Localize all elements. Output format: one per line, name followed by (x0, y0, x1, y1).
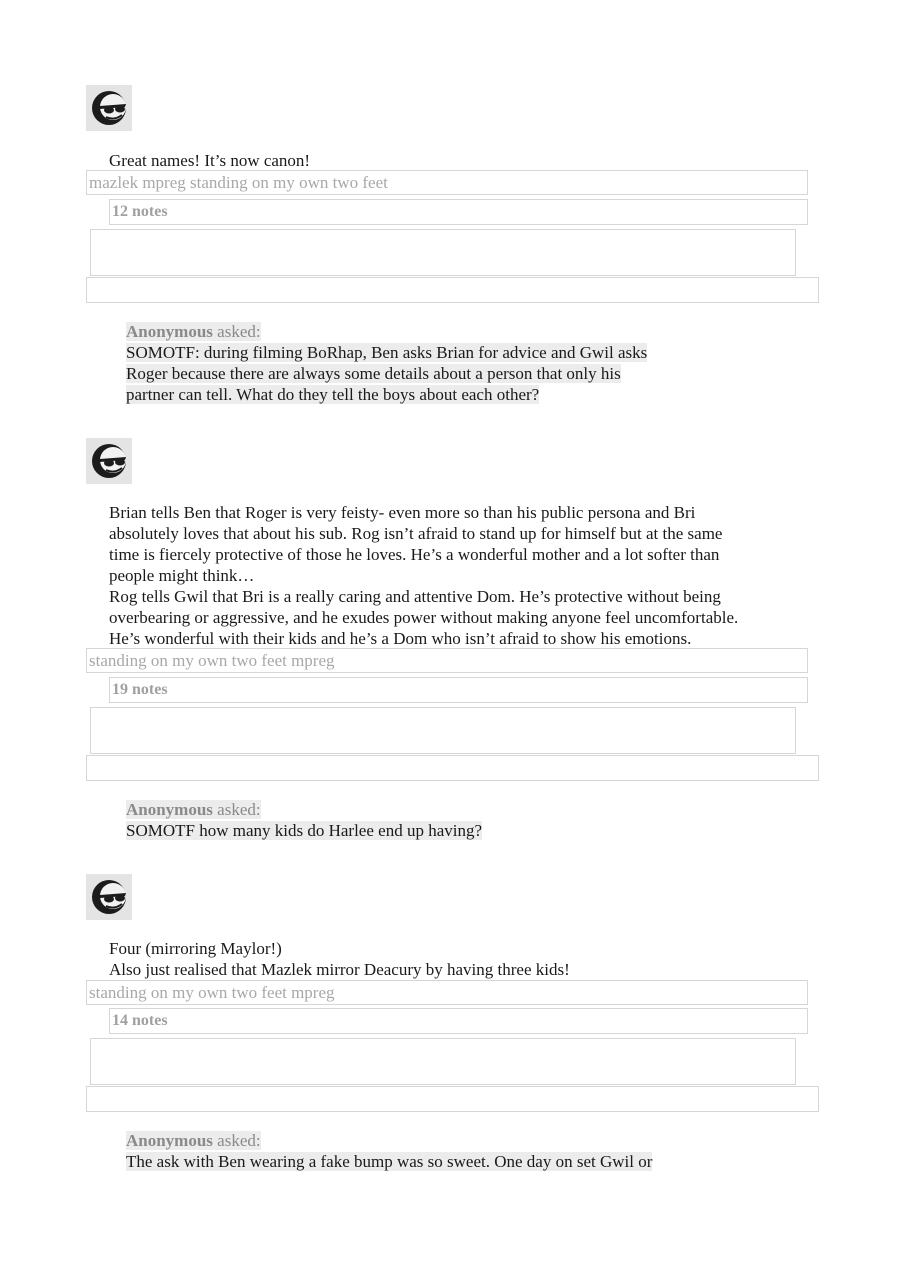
avatar[interactable] (86, 438, 132, 484)
answer-line: time is fiercely protective of those he loves. He’s a wonderful mother and a lot softer than (109, 545, 720, 564)
ask-line: SOMOTF how many kids do Harlee end up having? (126, 821, 483, 840)
ask-line: partner can tell. What do they tell the boys about each other? (126, 385, 540, 404)
answer-line: Brian tells Ben that Roger is very feisty- even more so than his public persona and Bri (109, 503, 696, 522)
answer-line: Four (mirroring Maylor!) (109, 939, 282, 958)
post-footer-box (90, 1038, 796, 1085)
answer-line: He’s wonderful with their kids and he’s a Dom who isn’t afraid to show his emotions. (109, 629, 692, 648)
post-footer-box (90, 229, 796, 276)
asked-label: asked: (217, 1131, 261, 1150)
answer-line: people might think… (109, 566, 255, 585)
asker-name[interactable]: Anonymous (126, 800, 213, 819)
ask-block (126, 321, 647, 405)
post-answer (109, 502, 829, 649)
asked-label: asked: (217, 322, 261, 341)
avatar[interactable] (86, 874, 132, 920)
post-divider-box (86, 1086, 819, 1112)
avatar[interactable] (86, 85, 132, 131)
answer-line: Great names! It’s now canon! (109, 151, 311, 170)
asker-name[interactable]: Anonymous (126, 1131, 213, 1150)
ask-line: SOMOTF: during filming BoRhap, Ben asks Brian for advice and Gwil asks (126, 343, 648, 362)
sunglasses-smiley-icon (86, 438, 132, 484)
ask-block (126, 1130, 652, 1172)
ask-line: The ask with Ben wearing a fake bump was so sweet. One day on set Gwil or (126, 1152, 653, 1171)
answer-line: Rog tells Gwil that Bri is a really caring and attentive Dom. He’s protective without being (109, 587, 721, 606)
asked-label: asked: (217, 800, 261, 819)
post-divider-box (86, 277, 819, 303)
notes-count[interactable]: 12 notes (109, 199, 808, 225)
post-answer (109, 938, 809, 980)
notes-count[interactable]: 14 notes (109, 1008, 808, 1034)
answer-line: overbearing or aggressive, and he exudes power without making anyone feel uncomfortable. (109, 608, 739, 627)
sunglasses-smiley-icon (86, 874, 132, 920)
ask-block (126, 799, 482, 841)
answer-line: Also just realised that Mazlek mirror Deacury by having three kids! (109, 960, 570, 979)
post-tags[interactable]: mazlek mpreg standing on my own two feet (86, 170, 808, 195)
answer-line: absolutely loves that about his sub. Rog isn’t afraid to stand up for himself but at the same (109, 524, 723, 543)
post-tags[interactable]: standing on my own two feet mpreg (86, 980, 808, 1005)
post-divider-box (86, 755, 819, 781)
notes-count[interactable]: 19 notes (109, 677, 808, 703)
ask-line: Roger because there are always some details about a person that only his (126, 364, 621, 383)
post-footer-box (90, 707, 796, 754)
asker-name[interactable]: Anonymous (126, 322, 213, 341)
post-tags[interactable]: standing on my own two feet mpreg (86, 648, 808, 673)
sunglasses-smiley-icon (86, 85, 132, 131)
post-answer (109, 150, 809, 171)
